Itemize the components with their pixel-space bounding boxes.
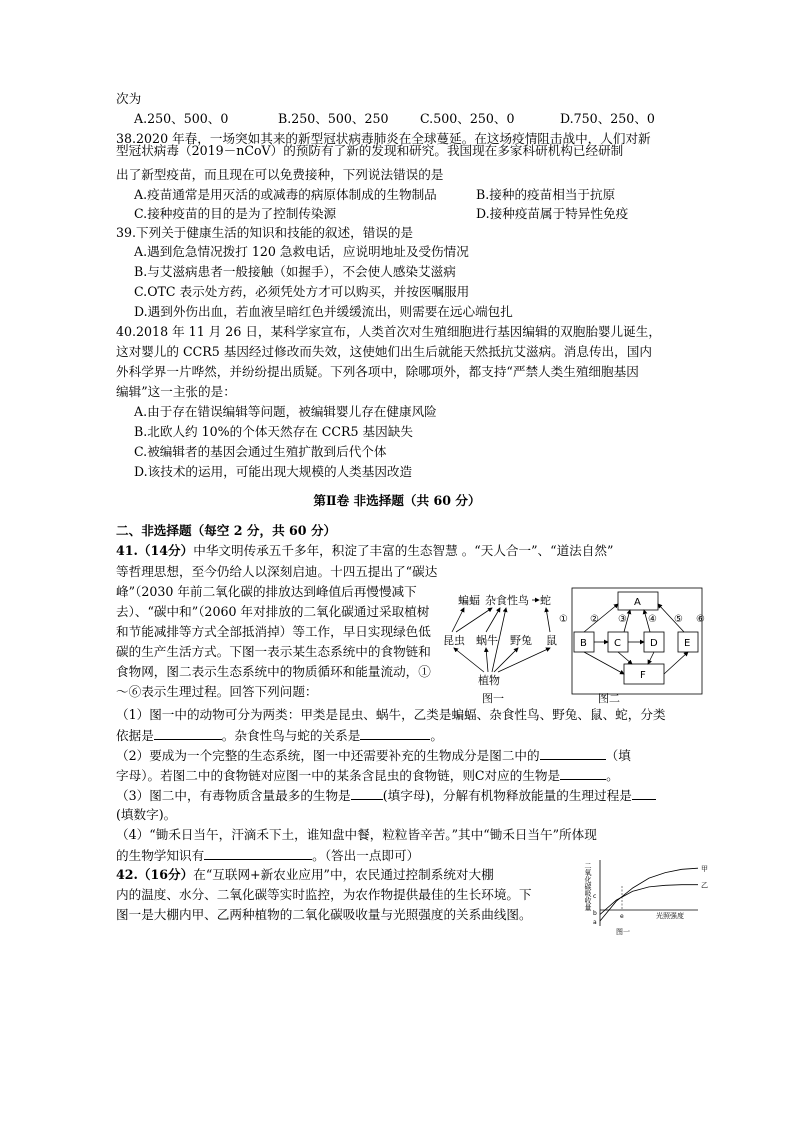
q40-option-a: A.由于存在错误编辑等问题，被编辑婴儿存在健康风险 bbox=[134, 404, 437, 419]
series-label-0: 甲 bbox=[701, 865, 708, 874]
q41-sub1-line2 bbox=[116, 726, 443, 745]
q38-option-c: C.接种疫苗的目的是为了控制传染源 bbox=[134, 206, 337, 221]
box-a-label: A bbox=[634, 597, 641, 608]
q40-option-d: D.该技术的运用，可能出现大规模的人类基因改造 bbox=[134, 464, 413, 479]
q41-number: 41.（14分） bbox=[116, 543, 194, 558]
node-insect: 昆虫 bbox=[443, 634, 465, 647]
q41-sub1-text: 依据是 bbox=[116, 728, 154, 743]
q41-sub3-text2: (填字母)，分解有机物释放能量的生理过程是 bbox=[382, 788, 632, 803]
answer-blank[interactable] bbox=[632, 786, 656, 800]
q39-option-a: A.遇到危急情况拨打 120 急救电话，应说明地址及受伤情况 bbox=[134, 244, 469, 259]
chart-caption: 图一 bbox=[616, 928, 630, 936]
node-rabbit: 野兔 bbox=[510, 634, 532, 647]
fig2-caption: 图二 bbox=[598, 692, 620, 705]
food-web-figure bbox=[440, 586, 565, 706]
q41-sub2-line2 bbox=[116, 766, 619, 785]
q37-option-c: C.500、250、0 bbox=[420, 111, 515, 126]
chart-ylabel: 二氧化碳吸收量 bbox=[584, 862, 592, 911]
box-f-label: F bbox=[640, 670, 646, 681]
q37-prefix: 次为 bbox=[116, 91, 142, 106]
node-mouse: 鼠 bbox=[546, 634, 557, 647]
answer-blank[interactable] bbox=[560, 766, 606, 780]
x-tick-e: e bbox=[620, 913, 624, 920]
box-d-label: D bbox=[650, 638, 658, 649]
box-b-label: B bbox=[580, 638, 587, 649]
answer-blank[interactable] bbox=[360, 726, 430, 740]
circle-3: ③ bbox=[618, 614, 627, 625]
q41-text1: 中华文明传承五千多年，积淀了丰富的生态智慧 。“天人合一”、“道法自然” bbox=[193, 543, 614, 558]
q40-line2: 这对婴儿的 CCR5 基因经过修改而失效，这使她们出生后就能天然抵抗艾滋病。消息传出，国内 bbox=[116, 344, 652, 359]
cycle-figure bbox=[558, 584, 708, 704]
q41-sub3-line1 bbox=[116, 786, 656, 805]
q41-sub4-line2 bbox=[116, 846, 419, 865]
q38-option-d: D.接种疫苗属于特异性免疫 bbox=[476, 206, 629, 221]
box-e-label: E bbox=[684, 638, 691, 649]
series-label-group bbox=[701, 865, 708, 890]
y-tick-a: a bbox=[593, 919, 597, 926]
q42-line3: 图一是大棚内甲、乙两种植物的二氧化碳吸收量与光照强度的关系曲线图。 bbox=[116, 907, 532, 922]
food-web-arrows bbox=[452, 600, 550, 672]
q37-option-d: D.750、250、0 bbox=[560, 111, 655, 126]
answer-blank[interactable] bbox=[154, 726, 222, 740]
circle-5: ⑤ bbox=[674, 614, 683, 625]
box-c-label: C bbox=[614, 638, 621, 649]
co2-light-chart bbox=[586, 856, 716, 938]
q40-line3: 外科学界一片哗然，并纷纷提出质疑。下列各项中，除哪项外，都支持“严禁人类生殖细胞基因 bbox=[116, 364, 639, 379]
q41-sub2-text2: （填 bbox=[605, 748, 631, 763]
q38-line2: 型冠状病毒（2019－nCoV）的预防有了新的发现和研究。我国现在多家科研机构已经研制 bbox=[116, 143, 624, 158]
q38-line3: 出了新型疫苗，而且现在可以免费接种，下列说法错误的是 bbox=[116, 167, 444, 182]
q39-option-b: B.与艾滋病患者一般接触（如握手），不会使人感染艾滋病 bbox=[134, 264, 456, 279]
node-snail: 蜗牛 bbox=[476, 634, 498, 647]
q41-line1 bbox=[116, 542, 613, 560]
q41-paragraph: 等哲理思想，至今仍给人以深刻启迪。十四五提出了“碳达峰”（2030 年前二氧化碳的排放达到峰值后再慢慢减下去）、“碳中和”（2060 年对排放的二氧化碳通过采取植树和节能减排等方式全部抵消掉）等工作，早日实现绿色低碳的生产生活方式。下图一表示某生态系统中的食物链和食物网，图二表示生态系统中的物质循环和能量流动，①～⑥表示生理过程。回答下列问题： bbox=[116, 564, 438, 699]
q38-option-b: B.接种的疫苗相当于抗原 bbox=[476, 187, 616, 202]
q41-sub3-text: （3）图二中，有毒物质含量最多的生物是 bbox=[116, 788, 351, 803]
fig1-caption: 图一 bbox=[482, 692, 504, 705]
circle-4: ④ bbox=[648, 614, 657, 625]
q37-option-b: B.250、500、250 bbox=[278, 111, 389, 126]
q41-sub4-text: 的生物学知识有 bbox=[116, 848, 205, 863]
q41-sub2-line1 bbox=[116, 746, 631, 765]
node-snake: 蛇 bbox=[540, 594, 551, 607]
q42-number: 42.（16分） bbox=[116, 867, 194, 882]
y-tick-b: b bbox=[593, 910, 597, 917]
q40-option-b: B.北欧人约 10%的个体天然存在 CCR5 基因缺失 bbox=[134, 424, 413, 439]
q40-line4: 编辑”这一主张的是： bbox=[116, 384, 236, 399]
q41-sub2-text3: 字母）。若图二中的食物链对应图一中的某条含昆虫的食物链，则C对应的生物是 bbox=[116, 768, 561, 783]
q38-option-a: A.疫苗通常是用灭活的或减毒的病原体制成的生物制品 bbox=[134, 187, 437, 202]
circle-6: ⑥ bbox=[696, 614, 705, 625]
part2-title: 第Ⅱ卷 非选择题（共 60 分） bbox=[313, 493, 481, 508]
section2-header: 二、非选择题（每空 2 分，共 60 分） bbox=[116, 523, 337, 538]
q41-sub3-line2: (填数字)。 bbox=[116, 807, 177, 822]
node-bat: 蝙蝠 bbox=[458, 594, 480, 607]
q41-sub2-text: （2）要成为一个完整的生态系统，图一中还需要补充的生物成分是图二中的 bbox=[116, 748, 540, 763]
answer-blank[interactable] bbox=[204, 846, 312, 860]
answer-blank[interactable] bbox=[540, 746, 606, 760]
circle-1: ① bbox=[559, 614, 568, 625]
chart-xlabel: 光照强度 bbox=[656, 912, 684, 920]
q41-sub1-text2: 。杂食性鸟与蛇的关系是 bbox=[221, 728, 361, 743]
q41-sub4-text2: 。（答出一点即可） bbox=[312, 848, 420, 863]
series-label-1: 乙 bbox=[701, 881, 708, 890]
node-plant: 植物 bbox=[478, 674, 500, 687]
q41-sub1-end: 。 bbox=[430, 728, 443, 743]
q39-option-d: D.遇到外伤出血，若血液呈暗红色并缓缓流出，则需要在远心端包扎 bbox=[134, 304, 513, 319]
q42-text1: 在“互联网+新农业应用”中，农民通过控制系统对大棚 bbox=[193, 867, 494, 882]
y-tick-c: c bbox=[593, 893, 597, 900]
circle-2: ② bbox=[590, 614, 599, 625]
node-bird: 杂食性鸟 bbox=[485, 594, 529, 607]
q38-line1: 38.2020 年春，一场突如其来的新型冠状病毒肺炎在全球蔓延。在这场疫情阻击战中，人们对新 bbox=[116, 131, 651, 146]
q39-stem: 39.下列关于健康生活的知识和技能的叙述，错误的是 bbox=[116, 225, 414, 240]
q42-line1 bbox=[116, 866, 494, 884]
q40-option-c: C.被编辑者的基因会通过生殖扩散到后代个体 bbox=[134, 444, 387, 459]
q41-sub2-end: 。 bbox=[606, 768, 619, 783]
q37-option-a: A.250、500、0 bbox=[134, 111, 229, 126]
q40-line1: 40.2018 年 11 月 26 日，某科学家宣布，人类首次对生殖细胞进行基因编辑的双胞胎婴儿诞生， bbox=[116, 324, 661, 339]
q39-option-c: C.OTC 表示处方药，必须凭处方才可以购买，并按医嘱服用 bbox=[134, 284, 470, 299]
answer-blank[interactable] bbox=[351, 786, 383, 800]
q42-line2: 内的温度、水分、二氧化碳等实时监控，为农作物提供最佳的生长环境。下 bbox=[116, 887, 532, 902]
q41-sub1-line1: （1）图一中的动物可分为两类：甲类是昆虫、蜗牛，乙类是蝙蝠、杂食性鸟、野兔、鼠、蛇，分类 bbox=[116, 707, 666, 722]
q41-sub4-line1: （4）“锄禾日当午，汗滴禾下土，谁知盘中餐，粒粒皆辛苦。”其中“锄禾日当午”所体现 bbox=[116, 827, 597, 842]
